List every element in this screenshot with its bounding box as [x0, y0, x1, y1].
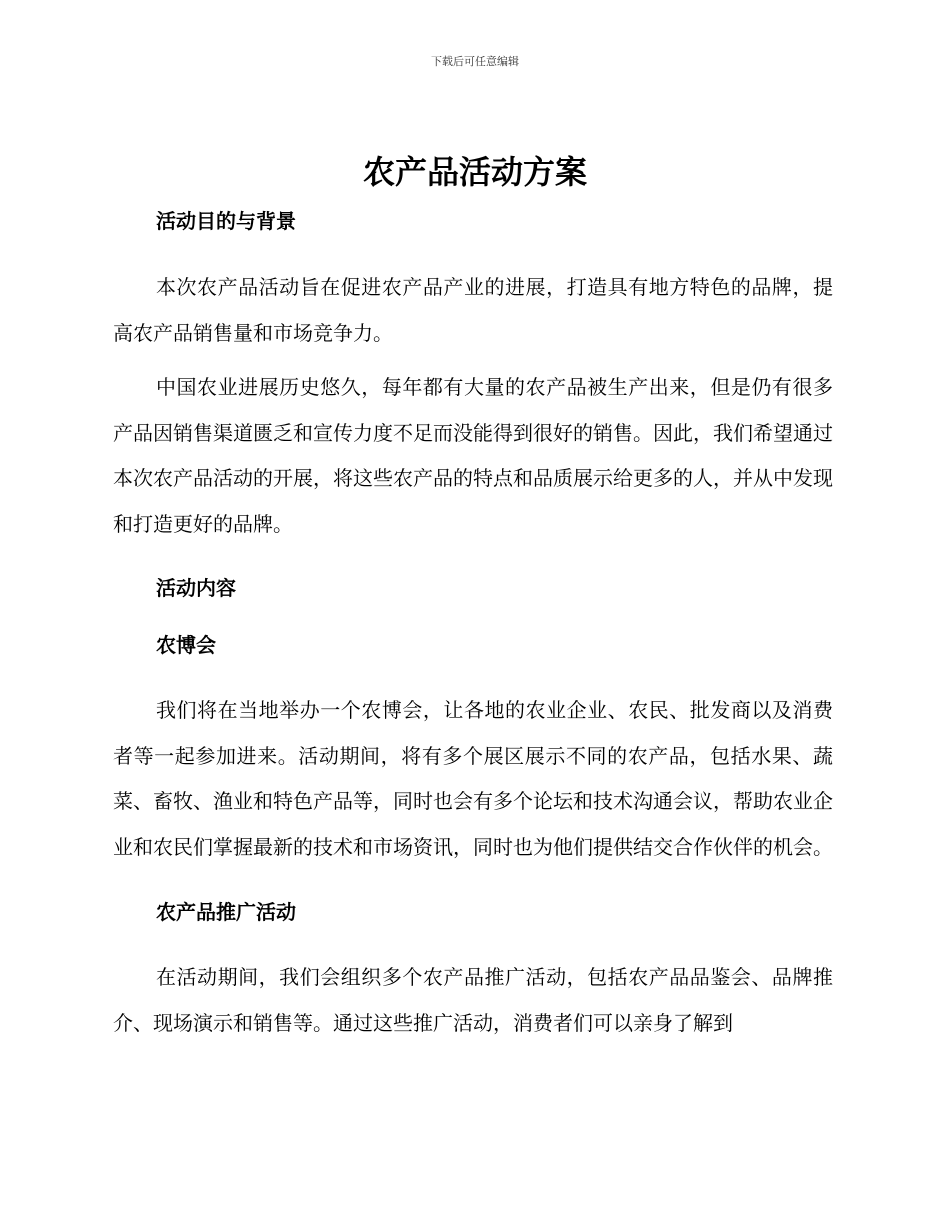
section-heading-promo: 农产品推广活动 [156, 900, 296, 924]
document-title: 农产品活动方案 [362, 153, 587, 191]
paragraph-fair-1: 我们将在当地举办一个农博会，让各地的农业企业、农民、批发商以及消费者等一起参加进来。活动期间，将有多个展区展示不同的农产品，包括水果、蔬菜、畜牧、渔业和特色产品等，同时也会有多个论坛和技术沟通会议，帮助农业企业和农民们掌握最新的技术和市场资讯，同时也为他们提供结交合作伙伴的机会。 [113, 698, 833, 859]
paragraph-background-1: 本次农产品活动旨在促进农产品产业的进展，打造具有地方特色的品牌，提高农产品销售量和市场竞争力。 [113, 275, 833, 345]
header-note: 下载后可任意编辑 [431, 55, 519, 68]
section-heading-fair: 农博会 [156, 633, 216, 657]
section-heading-background: 活动目的与背景 [156, 209, 296, 233]
document-body [113, 203, 833, 1046]
paragraph-background-2: 中国农业进展历史悠久，每年都有大量的农产品被生产出来，但是仍有很多产品因销售渠道匮乏和宣传力度不足而没能得到很好的销售。因此，我们希望通过本次农产品活动的开展，将这些农产品的特点和品质展示给更多的人，并从中发现和打造更好的品牌。 [113, 375, 833, 536]
section-heading-content: 活动内容 [156, 576, 236, 600]
paragraph-promo-1: 在活动期间，我们会组织多个农产品推广活动，包括农产品品鉴会、品牌推介、现场演示和销售等。通过这些推广活动，消费者们可以亲身了解到 [113, 965, 833, 1035]
